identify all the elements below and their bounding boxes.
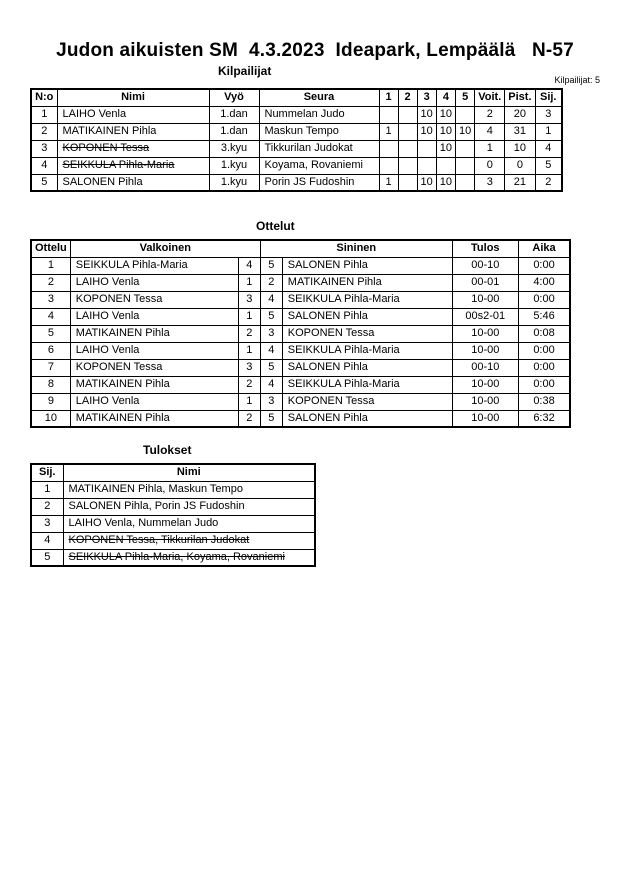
competitor-name: MATIKAINEN Pihla [57,123,209,140]
competitor-place: 3 [535,106,562,123]
match-time: 5:46 [518,308,570,325]
header-club: Seura [259,89,379,106]
competitors-section-header [30,62,600,88]
match-number: 4 [31,308,70,325]
matches-section-title: Ottelut [256,219,295,233]
match-white-name: MATIKAINEN Pihla [70,376,238,393]
match-number: 3 [31,291,70,308]
match-number: 5 [31,325,70,342]
round-score-3: 10 [417,123,436,140]
match-white-number: 1 [238,393,260,410]
matches-table-body [31,257,570,427]
match-number: 1 [31,257,70,274]
header-round-5: 5 [456,89,475,106]
match-result: 10-00 [452,291,518,308]
competitor-wins: 0 [475,157,505,174]
header-final-place: Sij. [31,464,63,481]
header-round-2: 2 [398,89,417,106]
match-white-number: 1 [238,274,260,291]
match-blue-name: SALONEN Pihla [282,359,452,376]
competitor-points: 21 [505,174,535,191]
match-white-number: 3 [238,291,260,308]
header-name: Nimi [57,89,209,106]
results-header-row [31,464,315,481]
competitor-row [31,140,562,157]
round-score-5 [456,140,475,157]
final-name: SEIKKULA Pihla-Maria, Koyama, Rovaniemi [63,549,315,566]
match-time: 4:00 [518,274,570,291]
header-belt: Vyö [209,89,259,106]
match-row [31,359,570,376]
match-white-name: LAIHO Venla [70,274,238,291]
competitor-club: Porin JS Fudoshin [259,174,379,191]
match-white-number: 4 [238,257,260,274]
competitor-place: 2 [535,174,562,191]
match-blue-name: KOPONEN Tessa [282,325,452,342]
competitor-number: 3 [31,140,57,157]
header-round-3: 3 [417,89,436,106]
competitor-number: 5 [31,174,57,191]
header-points: Pist. [505,89,535,106]
match-result: 00-01 [452,274,518,291]
competitor-belt: 1.dan [209,106,259,123]
match-blue-name: SEIKKULA Pihla-Maria [282,342,452,359]
match-number: 6 [31,342,70,359]
round-score-4: 10 [436,140,455,157]
match-time: 0:38 [518,393,570,410]
final-place: 3 [31,515,63,532]
match-blue-name: KOPONEN Tessa [282,393,452,410]
round-score-4: 10 [436,123,455,140]
participants-count: Kilpailijat: 5 [554,75,600,85]
match-row [31,308,570,325]
match-blue-number: 5 [260,308,282,325]
competitor-name: LAIHO Venla [57,106,209,123]
final-result-row [31,481,315,498]
match-blue-name: SALONEN Pihla [282,410,452,427]
header-round-4: 4 [436,89,455,106]
final-place: 1 [31,481,63,498]
round-score-4: 10 [436,174,455,191]
header-white: Valkoinen [70,240,260,257]
competitors-table [30,88,563,192]
competitor-number: 1 [31,106,57,123]
match-time: 0:00 [518,359,570,376]
competitor-row [31,123,562,140]
results-section-title: Tulokset [143,443,192,457]
final-place: 2 [31,498,63,515]
header-match-no: Ottelu [31,240,70,257]
match-white-number: 2 [238,325,260,342]
competitor-row [31,157,562,174]
match-row [31,376,570,393]
competitor-row [31,174,562,191]
round-score-5 [456,174,475,191]
header-round-1: 1 [379,89,398,106]
final-result-row [31,532,315,549]
match-result: 10-00 [452,342,518,359]
match-number: 2 [31,274,70,291]
competitor-place: 5 [535,157,562,174]
round-score-5 [456,157,475,174]
match-time: 0:08 [518,325,570,342]
match-time: 0:00 [518,291,570,308]
round-score-2 [398,140,417,157]
match-row [31,291,570,308]
competitor-name: SEIKKULA Pihla-Maria [57,157,209,174]
round-score-4 [436,157,455,174]
results-table [30,463,316,567]
final-result-row [31,515,315,532]
match-result: 10-00 [452,325,518,342]
match-number: 9 [31,393,70,410]
matches-header-row [31,240,570,257]
competitor-points: 0 [505,157,535,174]
round-score-5 [456,106,475,123]
match-blue-name: SEIKKULA Pihla-Maria [282,291,452,308]
round-score-3: 10 [417,174,436,191]
competitor-number: 4 [31,157,57,174]
competitor-row [31,106,562,123]
round-score-1: 1 [379,174,398,191]
competitor-belt: 3.kyu [209,140,259,157]
matches-table [30,239,571,428]
final-place: 5 [31,549,63,566]
match-white-number: 1 [238,308,260,325]
match-result: 00-10 [452,257,518,274]
match-blue-number: 5 [260,257,282,274]
page-title: Judon aikuisten SM 4.3.2023 Ideapark, Lempäälä N-57 [56,40,574,61]
header-time: Aika [518,240,570,257]
match-result: 10-00 [452,410,518,427]
match-time: 0:00 [518,342,570,359]
header-place: Sij. [535,89,562,106]
match-blue-number: 3 [260,325,282,342]
match-blue-name: MATIKAINEN Pihla [282,274,452,291]
competitor-number: 2 [31,123,57,140]
final-name: LAIHO Venla, Nummelan Judo [63,515,315,532]
match-white-name: LAIHO Venla [70,342,238,359]
competitor-club: Koyama, Rovaniemi [259,157,379,174]
match-row [31,410,570,427]
match-white-name: KOPONEN Tessa [70,291,238,308]
competitor-name: SALONEN Pihla [57,174,209,191]
match-white-name: MATIKAINEN Pihla [70,325,238,342]
results-table-body [31,481,315,566]
round-score-2 [398,157,417,174]
match-row [31,257,570,274]
match-time: 0:00 [518,257,570,274]
match-white-name: SEIKKULA Pihla-Maria [70,257,238,274]
match-number: 8 [31,376,70,393]
competitor-wins: 2 [475,106,505,123]
competitor-club: Tikkurilan Judokat [259,140,379,157]
round-score-3 [417,140,436,157]
match-blue-number: 3 [260,393,282,410]
round-score-1 [379,157,398,174]
round-score-3 [417,157,436,174]
round-score-5: 10 [456,123,475,140]
competitors-header-row [31,89,562,106]
competitor-wins: 1 [475,140,505,157]
match-blue-name: SALONEN Pihla [282,257,452,274]
match-white-number: 2 [238,376,260,393]
competitor-points: 31 [505,123,535,140]
match-white-number: 1 [238,342,260,359]
final-name: MATIKAINEN Pihla, Maskun Tempo [63,481,315,498]
competitor-place: 4 [535,140,562,157]
match-row [31,342,570,359]
round-score-2 [398,106,417,123]
competitor-points: 10 [505,140,535,157]
match-blue-number: 4 [260,376,282,393]
match-white-name: LAIHO Venla [70,308,238,325]
round-score-2 [398,123,417,140]
round-score-1 [379,106,398,123]
round-score-1 [379,140,398,157]
round-score-3: 10 [417,106,436,123]
final-place: 4 [31,532,63,549]
competitor-name: KOPONEN Tessa [57,140,209,157]
match-white-number: 3 [238,359,260,376]
header-wins: Voit. [475,89,505,106]
match-number: 7 [31,359,70,376]
competitors-table-body [31,106,562,191]
final-result-row [31,549,315,566]
match-blue-number: 4 [260,291,282,308]
final-result-row [31,498,315,515]
final-name: KOPONEN Tessa, Tikkurilan Judokat [63,532,315,549]
match-blue-number: 4 [260,342,282,359]
match-row [31,393,570,410]
header-blue: Sininen [260,240,452,257]
competitor-club: Maskun Tempo [259,123,379,140]
final-name: SALONEN Pihla, Porin JS Fudoshin [63,498,315,515]
match-white-name: KOPONEN Tessa [70,359,238,376]
match-row [31,274,570,291]
round-score-1: 1 [379,123,398,140]
match-result: 00-10 [452,359,518,376]
match-blue-number: 2 [260,274,282,291]
match-blue-number: 5 [260,359,282,376]
match-blue-number: 5 [260,410,282,427]
match-number: 10 [31,410,70,427]
match-white-name: MATIKAINEN Pihla [70,410,238,427]
round-score-4: 10 [436,106,455,123]
competitor-belt: 1.kyu [209,174,259,191]
competitor-points: 20 [505,106,535,123]
round-score-2 [398,174,417,191]
match-time: 6:32 [518,410,570,427]
header-result: Tulos [452,240,518,257]
match-white-name: LAIHO Venla [70,393,238,410]
header-no: N:o [31,89,57,106]
header-final-name: Nimi [63,464,315,481]
competitor-wins: 4 [475,123,505,140]
match-row [31,325,570,342]
competitors-section-title: Kilpailijat [218,64,272,78]
match-white-number: 2 [238,410,260,427]
competitor-wins: 3 [475,174,505,191]
match-time: 0:00 [518,376,570,393]
match-result: 10-00 [452,393,518,410]
match-result: 00s2-01 [452,308,518,325]
competitor-club: Nummelan Judo [259,106,379,123]
match-blue-name: SEIKKULA Pihla-Maria [282,376,452,393]
match-result: 10-00 [452,376,518,393]
competitor-place: 1 [535,123,562,140]
match-blue-name: SALONEN Pihla [282,308,452,325]
competitor-belt: 1.kyu [209,157,259,174]
competitor-belt: 1.dan [209,123,259,140]
